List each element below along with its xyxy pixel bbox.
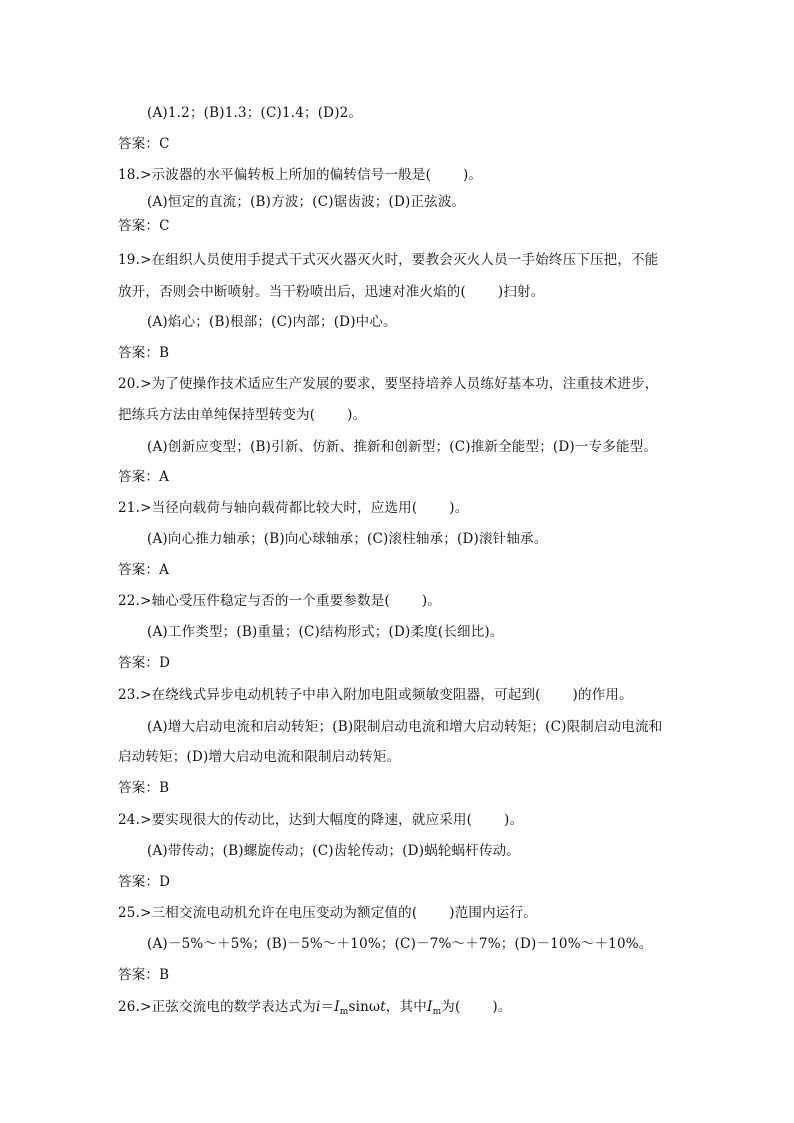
q26-var-i: i <box>315 999 321 1015</box>
q22-answer: 答案：D <box>118 655 171 671</box>
q18-options: (A)恒定的直流；(B)方波；(C)锯齿波；(D)正弦波。 <box>147 194 466 210</box>
q23-options-line1: (A)增大启动电流和启动转矩；(B)限制启动电流和增大启动转矩；(C)限制启动电流和 <box>147 719 663 735</box>
q26-var-I2: I <box>427 999 433 1015</box>
q22-options: (A)工作类型；(B)重量；(C)结构形式；(D)柔度(长细比)。 <box>147 624 504 640</box>
q26-sin: sin <box>348 999 370 1015</box>
q19-options: (A)焰心；(B)根部；(C)内部；(D)中心。 <box>147 314 397 330</box>
q17-answer: 答案：C <box>118 136 170 152</box>
q19-answer: 答案：B <box>118 345 170 361</box>
q20-options: (A)创新应变型；(B)引新、仿新、推新和创新型；(C)推新全能型；(D)一专多能型。 <box>147 439 658 455</box>
q26-suffix: 为( )。 <box>441 999 512 1015</box>
q20-question-line1: 20.>为了使操作技术适应生产发展的要求，要坚持培养人员练好基本功，注重技术进步， <box>118 376 659 392</box>
q19-question-line2: 放开，否则会中断喷射。当干粉喷出后，迅速对准火焰的( )扫射。 <box>118 284 545 300</box>
q18-answer: 答案：C <box>118 218 170 234</box>
q24-options: (A)带传动；(B)螺旋传动；(C)齿轮传动；(D)蜗轮蜗杆传动。 <box>147 843 521 859</box>
q23-answer: 答案：B <box>118 780 170 796</box>
q18-question: 18.>示波器的水平偏转板上所加的偏转信号一般是( )。 <box>118 167 483 183</box>
q26-mid: ，其中 <box>385 999 428 1015</box>
q21-options: (A)向心推力轴承；(B)向心球轴承；(C)滚柱轴承；(D)滚针轴承。 <box>147 531 548 547</box>
q24-question: 24.>要实现很大的传动比，达到大幅度的降速，就应采用( )。 <box>118 812 524 828</box>
q21-answer: 答案：A <box>118 562 170 578</box>
q20-question-line2: 把练兵方法由单纯保持型转变为( )。 <box>118 407 367 423</box>
q23-question: 23.>在绕线式异步电动机转子中串入附加电阻或频敏变阻器，可起到( )的作用。 <box>118 687 633 703</box>
q25-answer: 答案：B <box>118 967 170 983</box>
q23-options-line2: 启动转矩；(D)增大启动电流和限制启动转矩。 <box>118 749 401 765</box>
q26-var-I: I <box>334 999 340 1015</box>
q26-omega: ω <box>369 999 381 1015</box>
q21-question: 21.>当径向载荷与轴向载荷都比较大时，应选用( )。 <box>118 500 469 516</box>
q22-question: 22.>轴心受压件稳定与否的一个重要参数是( )。 <box>118 593 442 609</box>
q25-options: (A)－5%～＋5%；(B)－5%～＋10%；(C)－7%～＋7%；(D)－10%～＋10%。 <box>147 936 653 952</box>
q26-var-t: t <box>380 999 386 1015</box>
q24-answer: 答案：D <box>118 874 171 890</box>
q17-options: (A)1.2；(B)1.3；(C)1.4；(D)2。 <box>147 105 363 121</box>
q26-question <box>118 998 512 1016</box>
q26-equals: ＝ <box>320 999 335 1015</box>
q25-question: 25.>三相交流电动机允许在电压变动为额定值的( )范围内运行。 <box>118 905 537 921</box>
q19-question-line1: 19.>在组织人员使用手提式干式灭火器灭火时，要教会灭火人员一手始终压下压把，不能 <box>118 252 659 268</box>
q20-answer: 答案：A <box>118 469 170 485</box>
q26-sub-m2: m <box>432 1007 442 1017</box>
q26-sub-m: m <box>339 1007 349 1017</box>
q26-prefix: 26.>正弦交流电的数学表达式为 <box>118 999 316 1015</box>
